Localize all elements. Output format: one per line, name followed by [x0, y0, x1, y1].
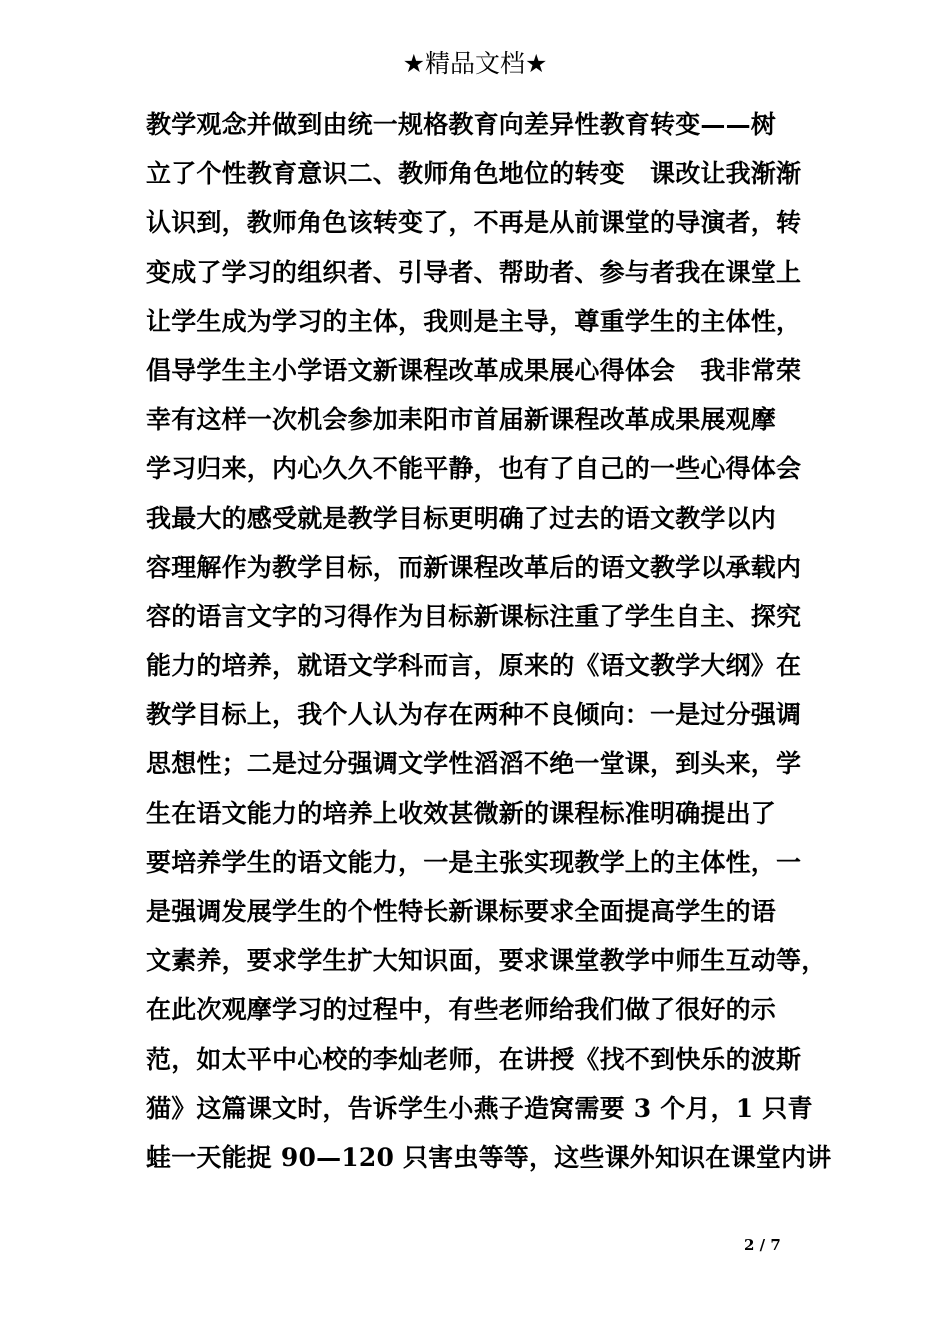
text-line: 思想性；二是过分强调文学性滔滔不绝一堂课，到头来，学	[146, 749, 802, 779]
header-title: ★精品文档★	[402, 49, 548, 78]
text-line: 能力的培养，就语文学科而言，原来的《语文教学大纲》在	[146, 651, 802, 681]
text-line: 要培养学生的语文能力，一是主张实现教学上的主体性，一	[146, 847, 802, 877]
text-line: 容理解作为教学目标，而新课程改革后的语文教学以承载内	[146, 552, 802, 582]
text-line: 变成了学习的组织者、引导者、帮助者、参与者我在课堂上	[146, 257, 802, 287]
text-line: 教学目标上，我个人认为存在两种不良倾向：一是过分强调	[146, 700, 802, 730]
page-number: 2 / 7	[744, 1236, 781, 1254]
text-line: 我最大的感受就是教学目标更明确了过去的语文教学以内	[146, 503, 777, 533]
text-line: 幸有这样一次机会参加耒阳市首届新课程改革成果展观摩	[146, 405, 777, 435]
text-line: 认识到，教师角色该转变了，不再是从前课堂的导演者，转	[146, 208, 802, 238]
text-line: 是强调发展学生的个性特长新课标要求全面提高学生的语	[146, 897, 777, 926]
page-header	[0, 46, 950, 82]
text-line: 蛙一天能捉 90—120 只害虫等等，这些课外知识在课堂内讲	[146, 1142, 832, 1172]
text-line: 文素养，要求学生扩大知识面，要求课堂教学中师生互动等，	[146, 946, 827, 976]
document-body	[146, 100, 832, 1182]
text-line: 倡导学生主小学语文新课程改革成果展心得体会 我非常荣	[146, 355, 802, 385]
text-line: 范，如太平中心校的李灿老师，在讲授《找不到快乐的波斯	[146, 1044, 802, 1074]
text-line: 在此次观摩学习的过程中，有些老师给我们做了很好的示	[146, 995, 777, 1025]
text-line: 生在语文能力的培养上收效甚微新的课程标准明确提出了	[146, 798, 777, 828]
text-line: 立了个性教育意识二、教师角色地位的转变 课改让我渐渐	[146, 159, 802, 189]
text-line: 让学生成为学习的主体，我则是主导，尊重学生的主体性，	[146, 306, 802, 336]
text-line: 猫》这篇课文时，告诉学生小燕子造窝需要 3 个月，1 只青	[146, 1093, 813, 1123]
text-line: 学习归来，内心久久不能平静，也有了自己的一些心得体会	[146, 454, 802, 484]
text-line: 容的语言文字的习得作为目标新课标注重了学生自主、探究	[146, 601, 802, 631]
text-line: 教学观念并做到由统一规格教育向差异性教育转变——树	[146, 110, 777, 139]
